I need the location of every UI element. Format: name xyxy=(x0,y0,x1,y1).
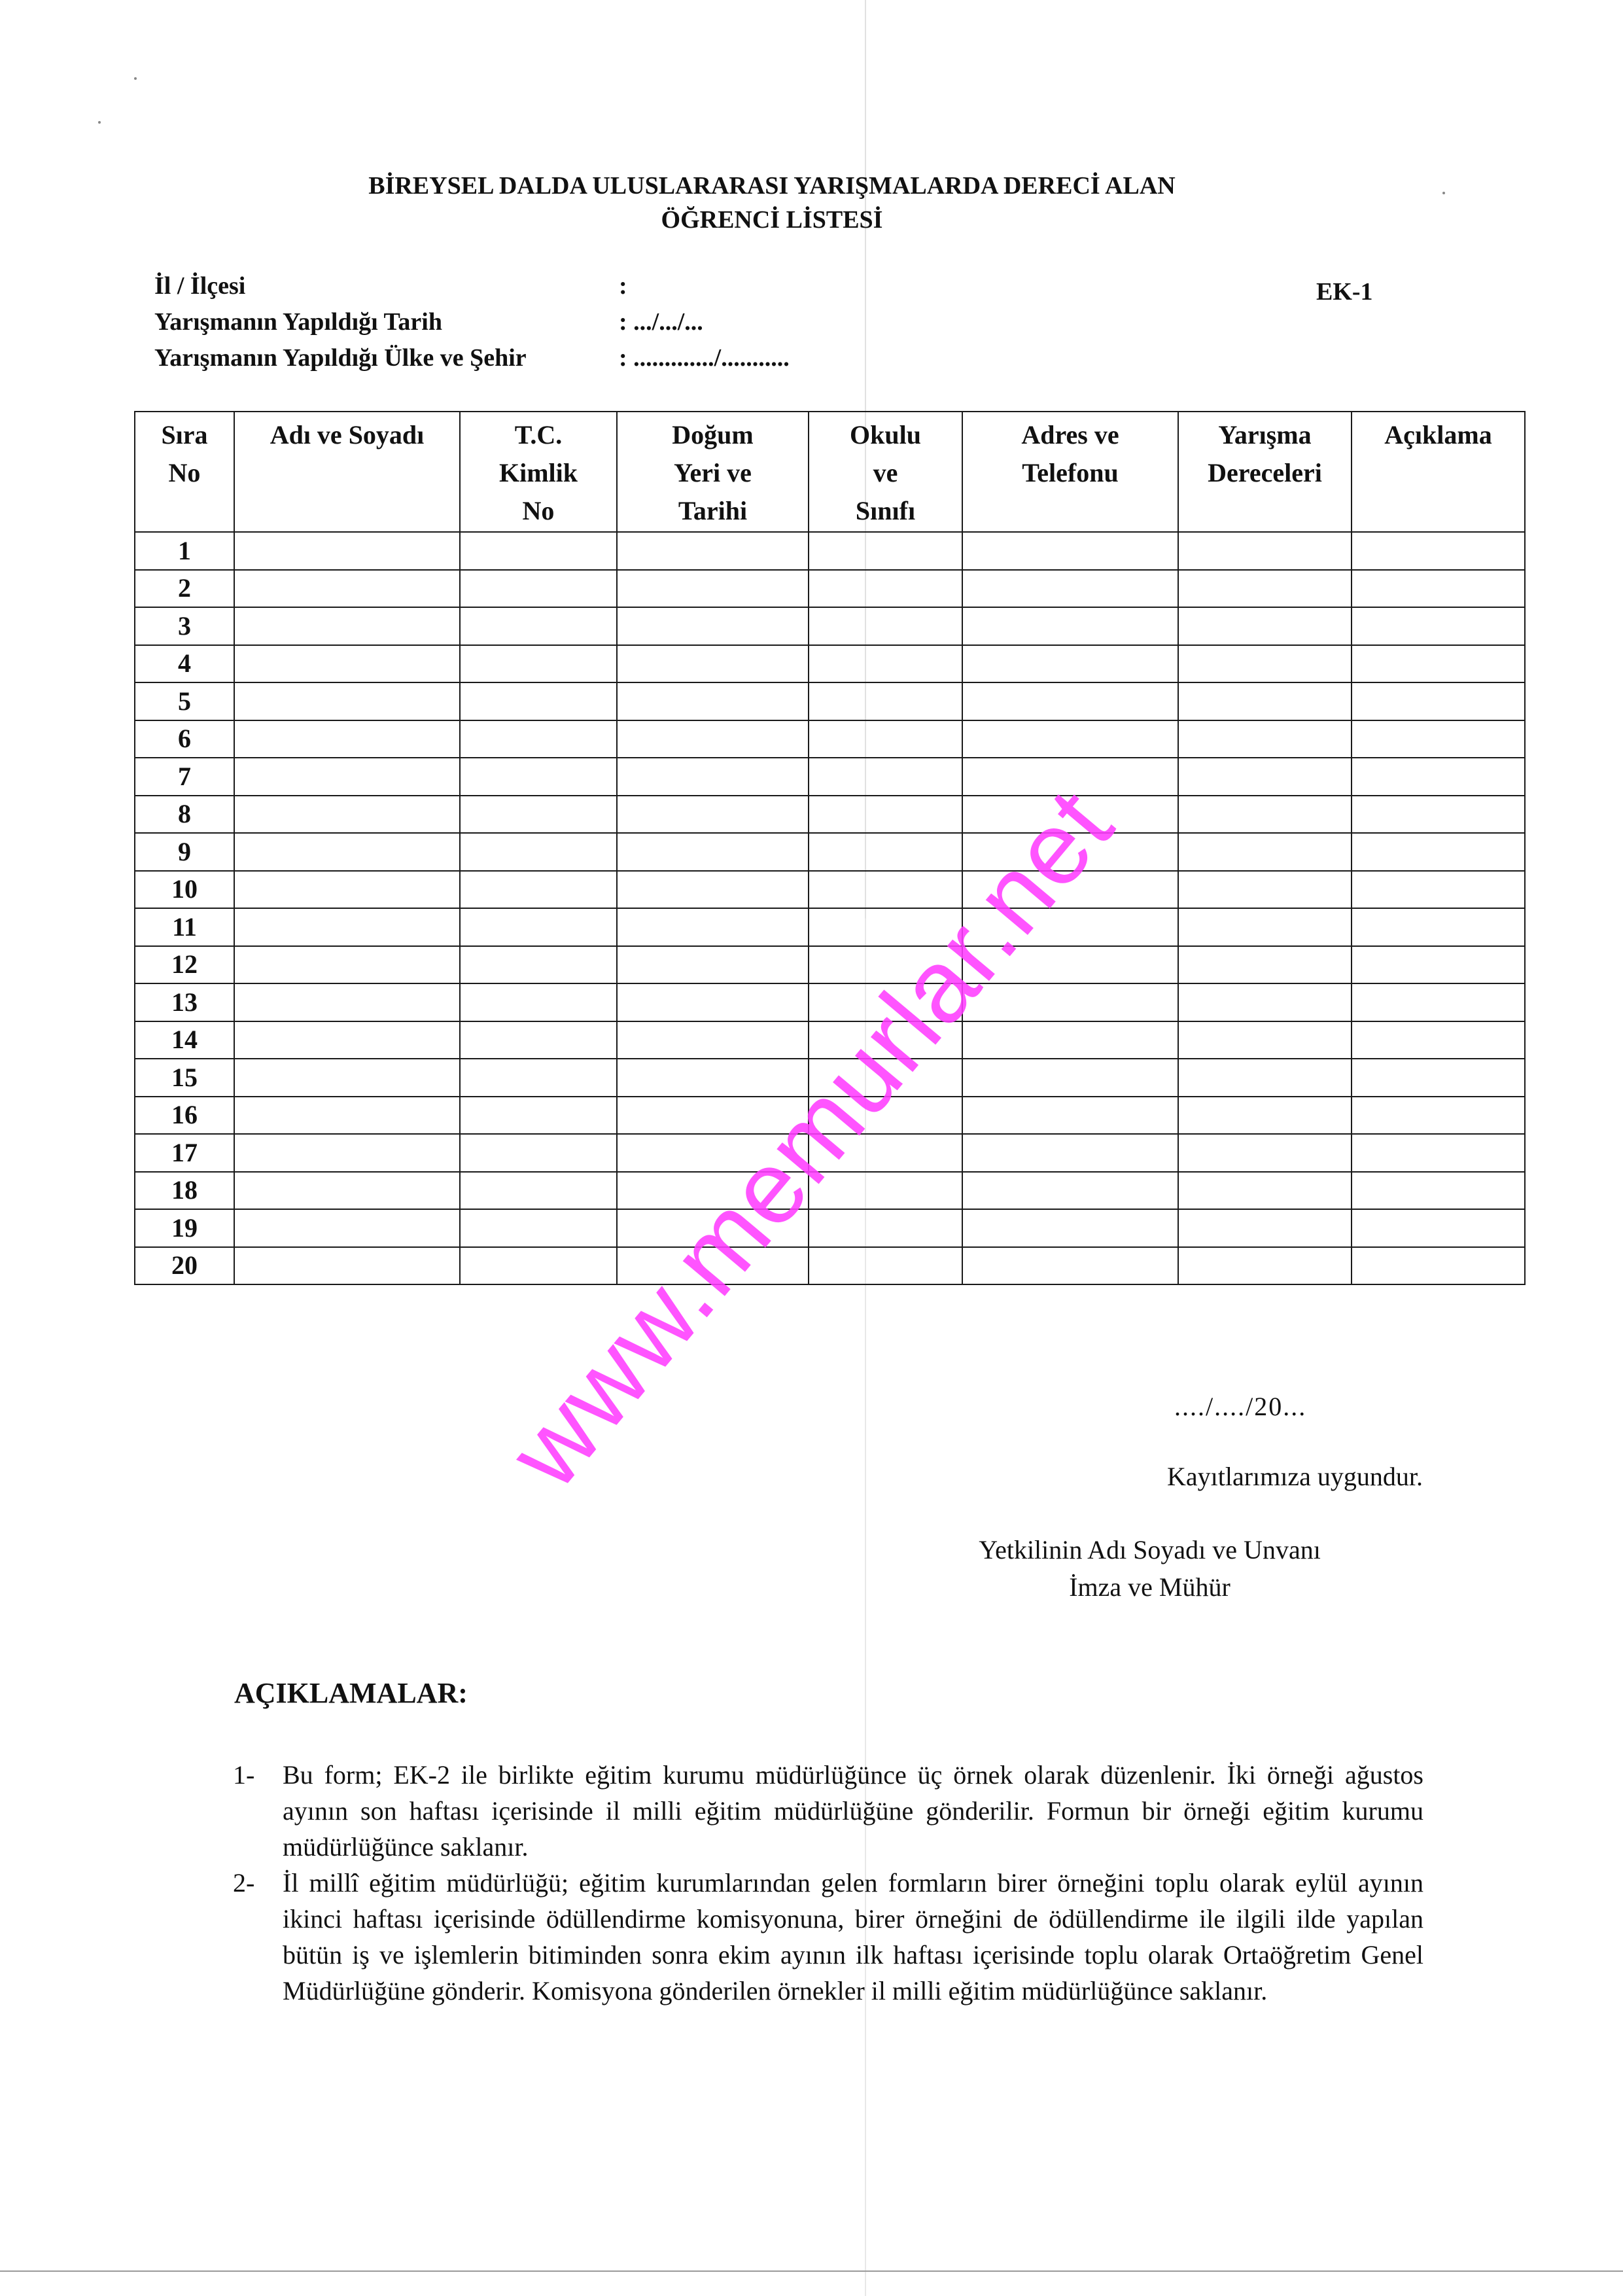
empty-cell xyxy=(1352,758,1525,796)
row-number: 9 xyxy=(135,833,234,871)
column-header: Sıra No xyxy=(135,412,234,532)
empty-cell xyxy=(962,607,1178,645)
empty-cell xyxy=(1178,1209,1352,1247)
meta-label: İl / İlçesi xyxy=(154,272,246,300)
empty-cell xyxy=(234,607,460,645)
empty-cell xyxy=(460,570,617,608)
column-header: T.C. Kimlik No xyxy=(460,412,617,532)
empty-cell xyxy=(1352,1059,1525,1097)
row-number: 3 xyxy=(135,607,234,645)
empty-cell xyxy=(809,796,962,834)
empty-cell xyxy=(617,796,809,834)
empty-cell xyxy=(617,946,809,984)
empty-cell xyxy=(1178,607,1352,645)
empty-cell xyxy=(234,833,460,871)
row-number: 15 xyxy=(135,1059,234,1097)
empty-cell xyxy=(460,682,617,720)
note-number: 1- xyxy=(233,1760,255,1790)
meta-row-location xyxy=(154,340,790,376)
meta-value: : .../.../... xyxy=(619,308,703,336)
empty-cell xyxy=(460,645,617,683)
empty-cell xyxy=(1178,1172,1352,1210)
empty-cell xyxy=(460,1059,617,1097)
title-line-2: ÖĞRENCİ LİSTESİ xyxy=(661,206,883,234)
table-row xyxy=(135,570,1525,608)
empty-cell xyxy=(1352,833,1525,871)
empty-cell xyxy=(234,871,460,909)
scan-speck xyxy=(134,77,137,80)
note-text: Bu form; EK-2 ile birlikte eğitim kurumu müdürlüğünce üç örnek olarak düzenlenir. İki örneği ağustos ayının son haftası içerisinde il milli eğitim müdürlüğüne gönderilir. Formun bir örneği eğitim kurumu müdürlüğünce saklanır. xyxy=(283,1760,1423,1862)
empty-cell xyxy=(460,833,617,871)
empty-cell xyxy=(460,983,617,1021)
empty-cell xyxy=(617,607,809,645)
table-row xyxy=(135,1247,1525,1285)
empty-cell xyxy=(962,570,1178,608)
empty-cell xyxy=(962,1172,1178,1210)
empty-cell xyxy=(1178,1021,1352,1059)
empty-cell xyxy=(234,1247,460,1285)
table-row xyxy=(135,682,1525,720)
empty-cell xyxy=(962,645,1178,683)
form-meta xyxy=(154,268,790,376)
table-row xyxy=(135,833,1525,871)
empty-cell xyxy=(234,908,460,946)
empty-cell xyxy=(1178,532,1352,570)
empty-cell xyxy=(809,1209,962,1247)
notes-heading: AÇIKLAMALAR: xyxy=(234,1677,468,1709)
table-row xyxy=(135,871,1525,909)
empty-cell xyxy=(234,1097,460,1135)
empty-cell xyxy=(1352,720,1525,758)
row-number: 5 xyxy=(135,682,234,720)
empty-cell xyxy=(460,871,617,909)
table-header-row xyxy=(135,412,1525,532)
empty-cell xyxy=(617,758,809,796)
empty-cell xyxy=(1178,682,1352,720)
empty-cell xyxy=(1178,570,1352,608)
empty-cell xyxy=(1352,1172,1525,1210)
empty-cell xyxy=(962,532,1178,570)
row-number: 16 xyxy=(135,1097,234,1135)
empty-cell xyxy=(1352,570,1525,608)
empty-cell xyxy=(234,720,460,758)
title-line-1: BİREYSEL DALDA ULUSLARARASI YARIŞMALARDA DERECİ ALAN xyxy=(368,172,1176,200)
row-number: 20 xyxy=(135,1247,234,1285)
table-row xyxy=(135,983,1525,1021)
empty-cell xyxy=(460,720,617,758)
empty-cell xyxy=(1178,796,1352,834)
confirmation-text: Kayıtlarımıza uygundur. xyxy=(1166,1462,1423,1491)
table-row xyxy=(135,908,1525,946)
empty-cell xyxy=(234,758,460,796)
empty-cell xyxy=(1352,946,1525,984)
column-header: Yarışma Dereceleri xyxy=(1178,412,1352,532)
empty-cell xyxy=(1178,645,1352,683)
meta-value: : xyxy=(619,272,627,300)
empty-cell xyxy=(1352,908,1525,946)
empty-cell xyxy=(1178,1059,1352,1097)
empty-cell xyxy=(234,682,460,720)
notes-list xyxy=(233,1757,1423,2009)
empty-cell xyxy=(234,1172,460,1210)
empty-cell xyxy=(1178,758,1352,796)
empty-cell xyxy=(1178,833,1352,871)
scan-speck xyxy=(98,121,101,124)
meta-row-date xyxy=(154,304,790,340)
note-item xyxy=(233,1865,1423,2009)
empty-cell xyxy=(617,682,809,720)
table-row xyxy=(135,946,1525,984)
row-number: 13 xyxy=(135,983,234,1021)
row-number: 10 xyxy=(135,871,234,909)
empty-cell xyxy=(1178,908,1352,946)
meta-value: : ............./........... xyxy=(619,344,790,372)
empty-cell xyxy=(1352,983,1525,1021)
empty-cell xyxy=(962,1097,1178,1135)
empty-cell xyxy=(962,682,1178,720)
row-number: 17 xyxy=(135,1134,234,1172)
empty-cell xyxy=(234,796,460,834)
signature-date: ..../..../20... xyxy=(1174,1392,1307,1421)
empty-cell xyxy=(617,871,809,909)
empty-cell xyxy=(809,1247,962,1285)
meta-label: Yarışmanın Yapıldığı Tarih xyxy=(154,308,442,336)
empty-cell xyxy=(809,532,962,570)
empty-cell xyxy=(1178,1247,1352,1285)
empty-cell xyxy=(460,946,617,984)
empty-cell xyxy=(1178,983,1352,1021)
table-row xyxy=(135,607,1525,645)
empty-cell xyxy=(962,1134,1178,1172)
empty-cell xyxy=(234,1059,460,1097)
column-header: Açıklama xyxy=(1352,412,1525,532)
empty-cell xyxy=(234,532,460,570)
official-name-title: Yetkilinin Adı Soyadı ve Unvanı xyxy=(979,1535,1321,1564)
empty-cell xyxy=(809,682,962,720)
empty-cell xyxy=(617,1021,809,1059)
watermark: www.memurlar.net xyxy=(487,768,1135,1510)
row-number: 7 xyxy=(135,758,234,796)
row-number: 4 xyxy=(135,645,234,683)
table-row xyxy=(135,758,1525,796)
empty-cell xyxy=(1352,645,1525,683)
empty-cell xyxy=(617,983,809,1021)
note-item xyxy=(233,1757,1423,1865)
empty-cell xyxy=(617,833,809,871)
note-number: 2- xyxy=(233,1868,255,1898)
empty-cell xyxy=(234,1209,460,1247)
row-number: 1 xyxy=(135,532,234,570)
empty-cell xyxy=(460,1134,617,1172)
empty-cell xyxy=(1178,720,1352,758)
empty-cell xyxy=(1178,946,1352,984)
empty-cell xyxy=(617,720,809,758)
empty-cell xyxy=(234,570,460,608)
empty-cell xyxy=(460,1172,617,1210)
empty-cell xyxy=(234,1021,460,1059)
empty-cell xyxy=(809,645,962,683)
empty-cell xyxy=(1352,1097,1525,1135)
table-row xyxy=(135,720,1525,758)
column-header: Adı ve Soyadı xyxy=(234,412,460,532)
table-row xyxy=(135,532,1525,570)
row-number: 18 xyxy=(135,1172,234,1210)
empty-cell xyxy=(460,532,617,570)
bottom-rule xyxy=(0,2270,1623,2272)
empty-cell xyxy=(617,645,809,683)
row-number: 2 xyxy=(135,570,234,608)
meta-label: Yarışmanın Yapıldığı Ülke ve Şehir xyxy=(154,344,527,372)
empty-cell xyxy=(460,908,617,946)
column-header: Doğum Yeri ve Tarihi xyxy=(617,412,809,532)
empty-cell xyxy=(460,1209,617,1247)
empty-cell xyxy=(809,758,962,796)
empty-cell xyxy=(962,1021,1178,1059)
table-row xyxy=(135,796,1525,834)
empty-cell xyxy=(617,532,809,570)
empty-cell xyxy=(1352,532,1525,570)
empty-cell xyxy=(962,1209,1178,1247)
empty-cell xyxy=(1178,1134,1352,1172)
empty-cell xyxy=(809,570,962,608)
note-text: İl millî eğitim müdürlüğü; eğitim kurumlarından gelen formların birer örneğini toplu olarak eylül ayının ikinci haftası içerisinde ödüllendirme komisyonuna, birer örneğini de ödüllendirme ile ilgili ilde yapılan bütün iş ve işlemlerin bitiminden sonra ekim ayının ilk haftası içerisinde toplu olarak Ortaöğretim Genel Müdürlüğüne gönderir. Komisyona gönderilen örnekler il milli eğitim müdürlüğünce saklanır. xyxy=(283,1868,1423,2005)
table-row xyxy=(135,1209,1525,1247)
empty-cell xyxy=(460,1021,617,1059)
empty-cell xyxy=(234,1134,460,1172)
empty-cell xyxy=(1352,607,1525,645)
row-number: 12 xyxy=(135,946,234,984)
empty-cell xyxy=(1352,682,1525,720)
row-number: 11 xyxy=(135,908,234,946)
empty-cell xyxy=(809,833,962,871)
empty-cell xyxy=(1178,1097,1352,1135)
scan-speck xyxy=(1442,192,1445,194)
empty-cell xyxy=(1352,1247,1525,1285)
official-block xyxy=(877,1531,1423,1606)
empty-cell xyxy=(460,758,617,796)
empty-cell xyxy=(617,570,809,608)
empty-cell xyxy=(1352,1209,1525,1247)
empty-cell xyxy=(1178,871,1352,909)
meta-row-province xyxy=(154,268,790,304)
empty-cell xyxy=(234,983,460,1021)
empty-cell xyxy=(809,720,962,758)
empty-cell xyxy=(234,645,460,683)
empty-cell xyxy=(809,607,962,645)
empty-cell xyxy=(962,1247,1178,1285)
row-number: 19 xyxy=(135,1209,234,1247)
empty-cell xyxy=(460,1247,617,1285)
empty-cell xyxy=(1352,1134,1525,1172)
column-header: Okulu ve Sınıfı xyxy=(809,412,962,532)
empty-cell xyxy=(460,1097,617,1135)
empty-cell xyxy=(460,796,617,834)
empty-cell xyxy=(1352,871,1525,909)
row-number: 8 xyxy=(135,796,234,834)
empty-cell xyxy=(962,720,1178,758)
empty-cell xyxy=(962,1059,1178,1097)
empty-cell xyxy=(1352,796,1525,834)
empty-cell xyxy=(460,607,617,645)
row-number: 14 xyxy=(135,1021,234,1059)
empty-cell xyxy=(234,946,460,984)
column-header: Adres ve Telefonu xyxy=(962,412,1178,532)
empty-cell xyxy=(1352,1021,1525,1059)
table-row xyxy=(135,645,1525,683)
document-title xyxy=(196,169,1348,237)
annex-label: EK-1 xyxy=(1316,278,1373,306)
empty-cell xyxy=(617,908,809,946)
row-number: 6 xyxy=(135,720,234,758)
official-sign-seal: İmza ve Mühür xyxy=(1069,1572,1230,1602)
